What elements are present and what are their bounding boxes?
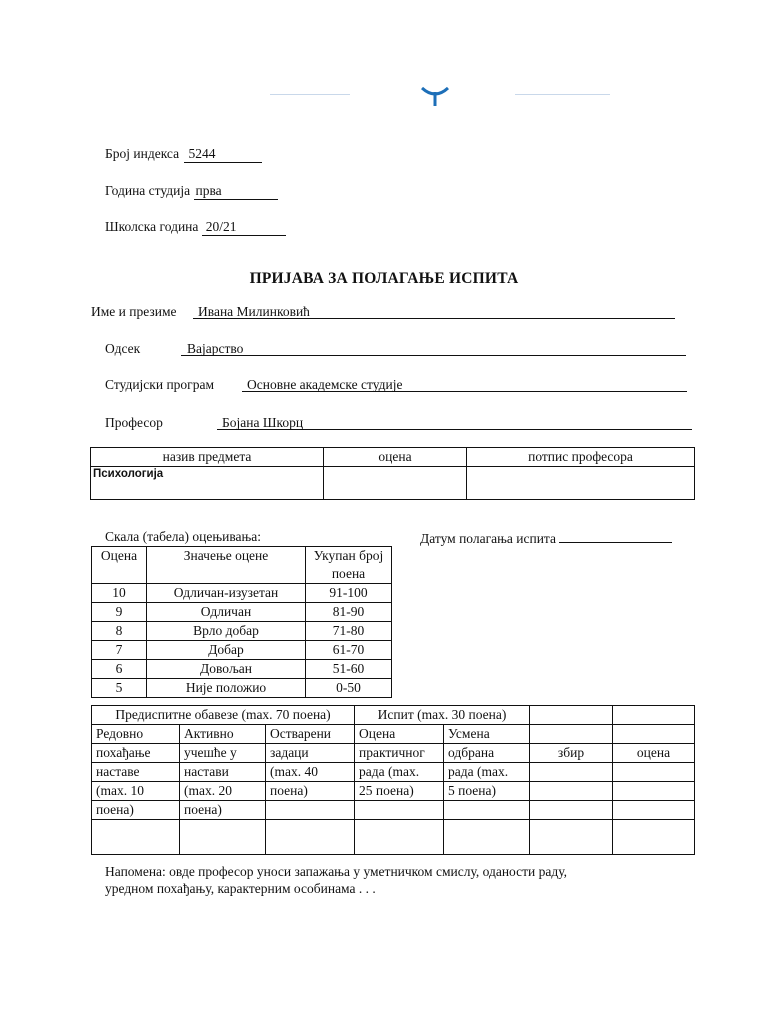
practical-cell: Оцена bbox=[355, 725, 444, 744]
subject-signature-cell[interactable] bbox=[467, 467, 695, 500]
university-logo-icon bbox=[420, 84, 450, 106]
name-value[interactable]: Ивана Милинковић bbox=[198, 304, 310, 319]
scale-cell: 81-90 bbox=[306, 603, 392, 622]
dept-label: Одсек bbox=[105, 341, 141, 356]
subject-grade-cell[interactable] bbox=[324, 467, 467, 500]
practical-cell: 25 поена) bbox=[355, 782, 444, 801]
subject-header-signature: потпис професора bbox=[467, 448, 695, 467]
scale-cell: 10 bbox=[92, 584, 147, 603]
practical-cell: рада (max. bbox=[355, 763, 444, 782]
scale-cell: Добар bbox=[147, 641, 306, 660]
exam-header: Испит (max. 30 поена) bbox=[355, 706, 530, 725]
tasks-input-cell[interactable] bbox=[266, 820, 355, 855]
index-row bbox=[105, 146, 262, 163]
table-row bbox=[92, 622, 392, 641]
points-empty-cell bbox=[530, 706, 613, 725]
subject-table bbox=[90, 447, 695, 500]
practical-cell bbox=[355, 801, 444, 820]
participation-cell: (max. 20 bbox=[180, 782, 266, 801]
note-line-1: Напомена: овде професор уноси запажања у уметничком смислу, оданости раду, bbox=[105, 864, 568, 879]
year-label: Година студија bbox=[105, 183, 191, 198]
index-value[interactable]: 5244 bbox=[188, 146, 216, 161]
points-empty-cell bbox=[613, 782, 695, 801]
scale-cell: Није положио bbox=[147, 679, 306, 698]
subject-header-name: назив предмета bbox=[91, 448, 324, 467]
oral-cell: Усмена bbox=[444, 725, 530, 744]
tasks-cell bbox=[266, 801, 355, 820]
points-empty-cell bbox=[613, 725, 695, 744]
oral-cell bbox=[444, 801, 530, 820]
scale-header-grade: Оцена bbox=[92, 547, 147, 584]
tasks-cell: задаци bbox=[266, 744, 355, 763]
table-row bbox=[92, 603, 392, 622]
grade-input-cell[interactable] bbox=[613, 820, 695, 855]
points-empty-cell bbox=[613, 801, 695, 820]
participation-cell: учешће у bbox=[180, 744, 266, 763]
year-row bbox=[105, 183, 278, 200]
oral-cell: одбрана bbox=[444, 744, 530, 763]
scale-cell: 9 bbox=[92, 603, 147, 622]
oral-cell: 5 поена) bbox=[444, 782, 530, 801]
oral-cell: рада (max. bbox=[444, 763, 530, 782]
pre-exam-header: Предиспитне обавезе (max. 70 поена) bbox=[92, 706, 355, 725]
index-label: Број индекса bbox=[105, 146, 180, 161]
points-empty-cell bbox=[613, 706, 695, 725]
scale-header-meaning: Значење оцене bbox=[147, 547, 306, 584]
scale-cell: Довољан bbox=[147, 660, 306, 679]
attendance-cell: наставе bbox=[92, 763, 180, 782]
scale-cell: 51-60 bbox=[306, 660, 392, 679]
scale-cell: 8 bbox=[92, 622, 147, 641]
scale-cell: 71-80 bbox=[306, 622, 392, 641]
oral-input-cell[interactable] bbox=[444, 820, 530, 855]
attendance-cell: (max. 10 bbox=[92, 782, 180, 801]
name-label: Име и презиме bbox=[91, 304, 177, 319]
grade-header: оцена bbox=[613, 744, 695, 763]
table-row bbox=[92, 584, 392, 603]
tasks-cell: (max. 40 bbox=[266, 763, 355, 782]
scale-cell: Врло добар bbox=[147, 622, 306, 641]
scale-label: Скала (табела) оцењивања: bbox=[105, 529, 262, 544]
logo-line-right bbox=[515, 94, 610, 95]
dept-value[interactable]: Вајарство bbox=[187, 341, 244, 356]
sum-input-cell[interactable] bbox=[530, 820, 613, 855]
professor-value[interactable]: Бојана Шкорц bbox=[222, 415, 304, 430]
subject-header-grade: оцена bbox=[324, 448, 467, 467]
year-value[interactable]: прва bbox=[195, 183, 222, 198]
attendance-cell: Редовно bbox=[92, 725, 180, 744]
scale-cell: Одличан bbox=[147, 603, 306, 622]
attendance-input-cell[interactable] bbox=[92, 820, 180, 855]
points-empty-cell bbox=[613, 763, 695, 782]
scale-cell: 7 bbox=[92, 641, 147, 660]
table-row bbox=[92, 641, 392, 660]
scale-header-points: Укупан број поена bbox=[306, 547, 392, 584]
school-year-value[interactable]: 20/21 bbox=[205, 219, 237, 234]
points-empty-cell bbox=[530, 782, 613, 801]
program-value[interactable]: Основне академске студије bbox=[247, 377, 403, 392]
scale-cell: 0-50 bbox=[306, 679, 392, 698]
points-table bbox=[91, 705, 695, 855]
practical-input-cell[interactable] bbox=[355, 820, 444, 855]
participation-cell: настави bbox=[180, 763, 266, 782]
school-year-row bbox=[105, 219, 286, 236]
page-title: ПРИЈАВА ЗА ПОЛАГАЊЕ ИСПИТА bbox=[249, 270, 519, 287]
points-empty-cell bbox=[530, 725, 613, 744]
participation-cell: Активно bbox=[180, 725, 266, 744]
participation-cell: поена) bbox=[180, 801, 266, 820]
scale-cell: 5 bbox=[92, 679, 147, 698]
note-line-2: уредном похађању, карактерним особинама . . . bbox=[105, 881, 376, 896]
attendance-cell: поена) bbox=[92, 801, 180, 820]
exam-date-field[interactable] bbox=[559, 529, 672, 543]
tasks-cell: поена) bbox=[266, 782, 355, 801]
program-label: Студијски програм bbox=[105, 377, 214, 392]
dept-field-line bbox=[181, 355, 686, 356]
table-row bbox=[92, 679, 392, 698]
grading-scale-table bbox=[91, 546, 392, 698]
professor-label: Професор bbox=[105, 415, 163, 430]
subject-name-cell: Психологија bbox=[91, 467, 324, 500]
attendance-cell: похађање bbox=[92, 744, 180, 763]
tasks-cell: Остварени bbox=[266, 725, 355, 744]
school-year-label: Школска година bbox=[105, 219, 199, 234]
practical-cell: практичног bbox=[355, 744, 444, 763]
exam-date-label: Датум полагања испита bbox=[420, 531, 556, 546]
scale-cell: 91-100 bbox=[306, 584, 392, 603]
points-empty-cell bbox=[530, 801, 613, 820]
table-row bbox=[92, 660, 392, 679]
logo-line-left bbox=[270, 94, 350, 95]
scale-cell: 61-70 bbox=[306, 641, 392, 660]
scale-cell: Одличан-изузетан bbox=[147, 584, 306, 603]
points-empty-cell bbox=[530, 763, 613, 782]
sum-header: збир bbox=[530, 744, 613, 763]
scale-cell: 6 bbox=[92, 660, 147, 679]
participation-input-cell[interactable] bbox=[180, 820, 266, 855]
exam-date-row bbox=[420, 529, 672, 547]
